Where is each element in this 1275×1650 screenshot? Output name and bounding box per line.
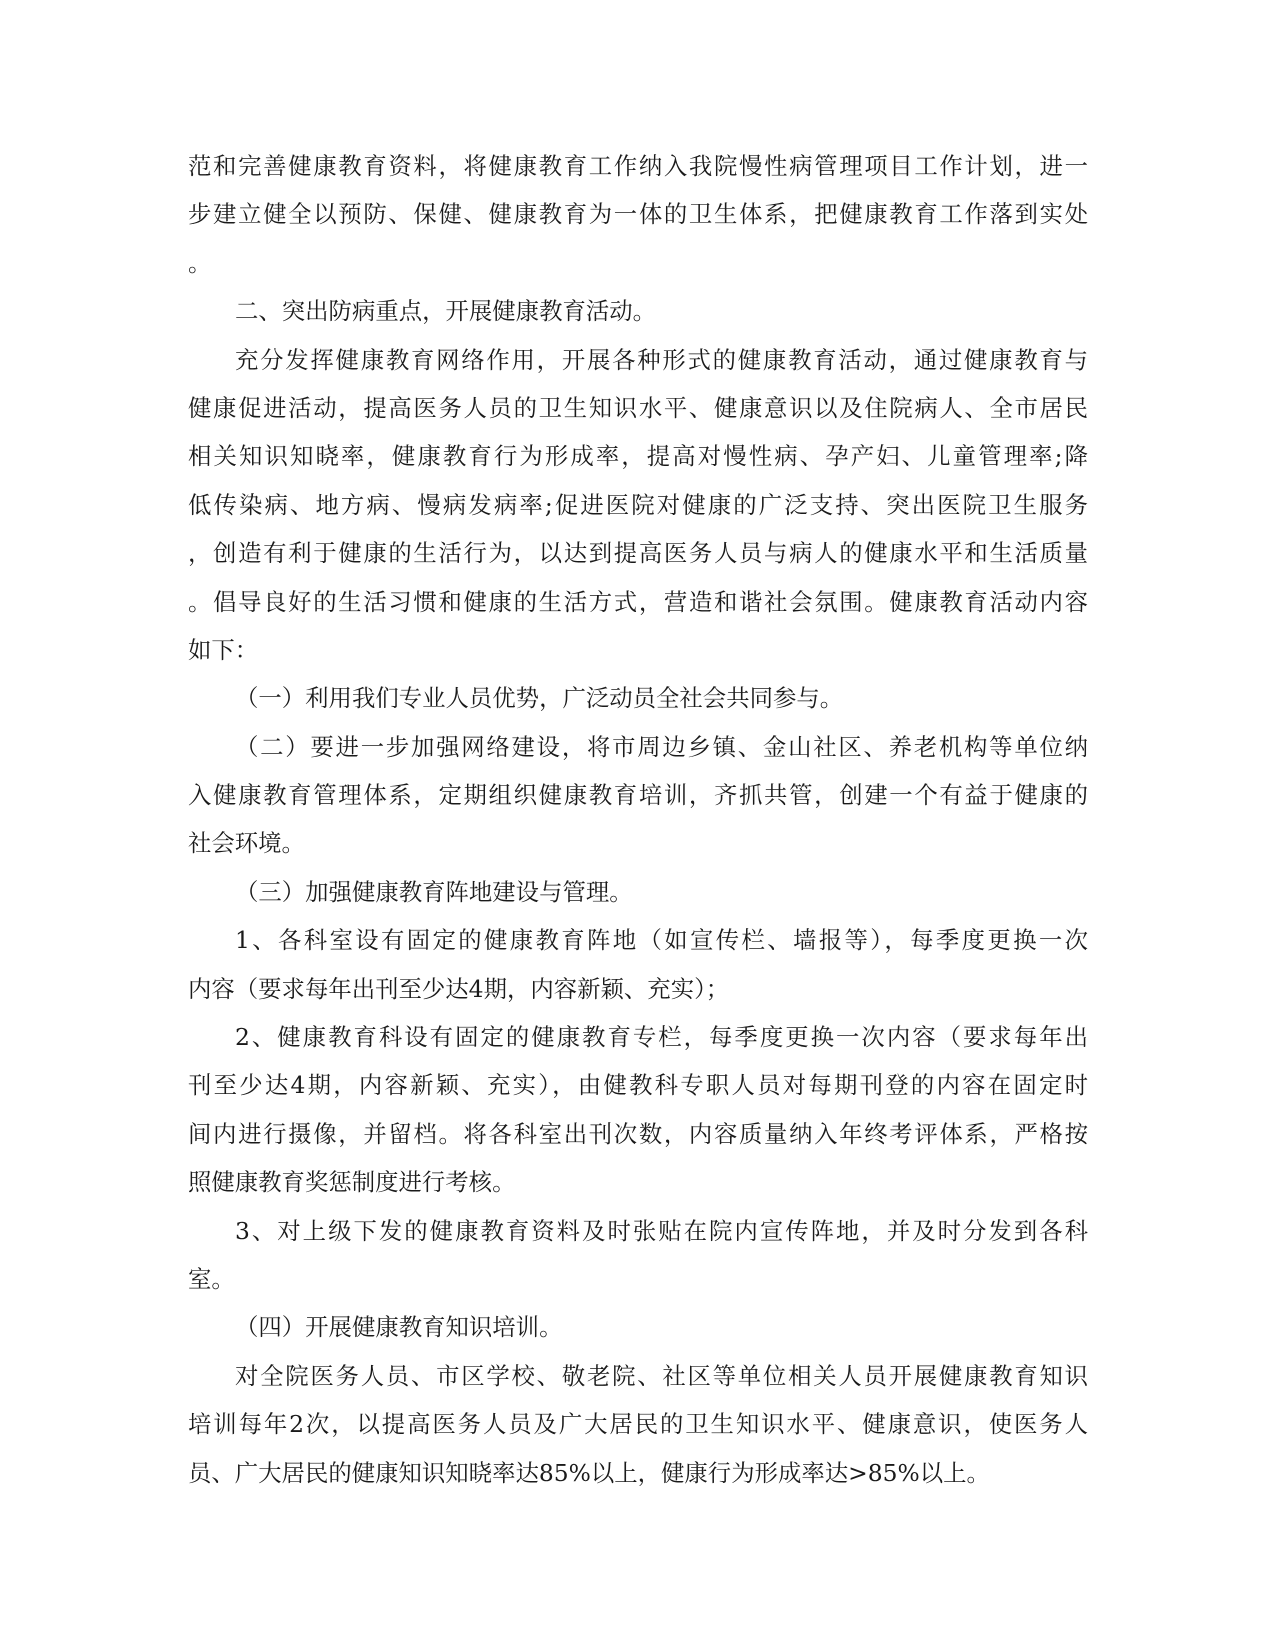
- text-line: ，创造有利于健康的生活行为，以达到提高医务人员与病人的健康水平和生活质量: [188, 539, 1088, 568]
- text-line: 2、健康教育科设有固定的健康教育专栏，每季度更换一次内容（要求每年出: [235, 1023, 1088, 1052]
- text-line: （二）要进一步加强网络建设，将市周边乡镇、金山社区、养老机构等单位纳: [235, 732, 1088, 761]
- text-line: 1、各科室设有固定的健康教育阵地（如宣传栏、墙报等），每季度更换一次: [235, 926, 1088, 955]
- text-line: （一）利用我们专业人员优势，广泛动员全社会共同参与。: [235, 684, 844, 713]
- document-body: [188, 142, 1088, 1497]
- text-line: 3、对上级下发的健康教育资料及时张贴在院内宣传阵地，并及时分发到各科: [235, 1216, 1088, 1245]
- text-line: 步建立健全以预防、保健、健康教育为一体的卫生体系，把健康教育工作落到实处: [188, 200, 1088, 229]
- text-line: 培训每年2次，以提高医务人员及广大居民的卫生知识水平、健康意识，使医务人: [188, 1410, 1088, 1439]
- text-line: 室。: [188, 1264, 235, 1293]
- text-line: 相关知识知晓率，健康教育行为形成率，提高对慢性病、孕产妇、儿童管理率;降: [188, 442, 1088, 471]
- text-line: 二、突出防病重点，开展健康教育活动。: [235, 297, 657, 326]
- text-line: 范和完善健康教育资料，将健康教育工作纳入我院慢性病管理项目工作计划，进一: [188, 152, 1088, 180]
- text-line: 员、广大居民的健康知识知晓率达85%以上，健康行为形成率达>85%以上。: [188, 1458, 990, 1487]
- text-line: 照健康教育奖惩制度进行考核。: [188, 1168, 516, 1197]
- text-line: 内容（要求每年出刊至少达4期，内容新颖、充实）；: [188, 974, 730, 1003]
- text-line: 间内进行摄像，并留档。将各科室出刊次数，内容质量纳入年终考评体系，严格按: [188, 1119, 1088, 1148]
- text-line: 刊至少达4期，内容新颖、充实），由健教科专职人员对每期刊登的内容在固定时: [188, 1071, 1088, 1100]
- text-line: 。倡导良好的生活习惯和健康的生活方式，营造和谐社会氛围。健康教育活动内容: [188, 587, 1088, 616]
- text-line: （三）加强健康教育阵地建设与管理。: [235, 877, 633, 906]
- text-line: 。: [188, 248, 212, 277]
- text-line: 充分发挥健康教育网络作用，开展各种形式的健康教育活动，通过健康教育与: [235, 345, 1088, 374]
- text-line: 社会环境。: [188, 829, 305, 858]
- text-line: 健康促进活动，提高医务人员的卫生知识水平、健康意识以及住院病人、全市居民: [188, 393, 1088, 422]
- text-line: 如下：: [188, 635, 259, 664]
- text-line: 对全院医务人员、市区学校、敬老院、社区等单位相关人员开展健康教育知识: [235, 1361, 1088, 1390]
- text-line: 入健康教育管理体系，定期组织健康教育培训，齐抓共管，创建一个有益于健康的: [188, 781, 1088, 810]
- text-line: 低传染病、地方病、慢病发病率;促进医院对健康的广泛支持、突出医院卫生服务: [188, 490, 1088, 519]
- text-line: （四）开展健康教育知识培训。: [235, 1313, 563, 1342]
